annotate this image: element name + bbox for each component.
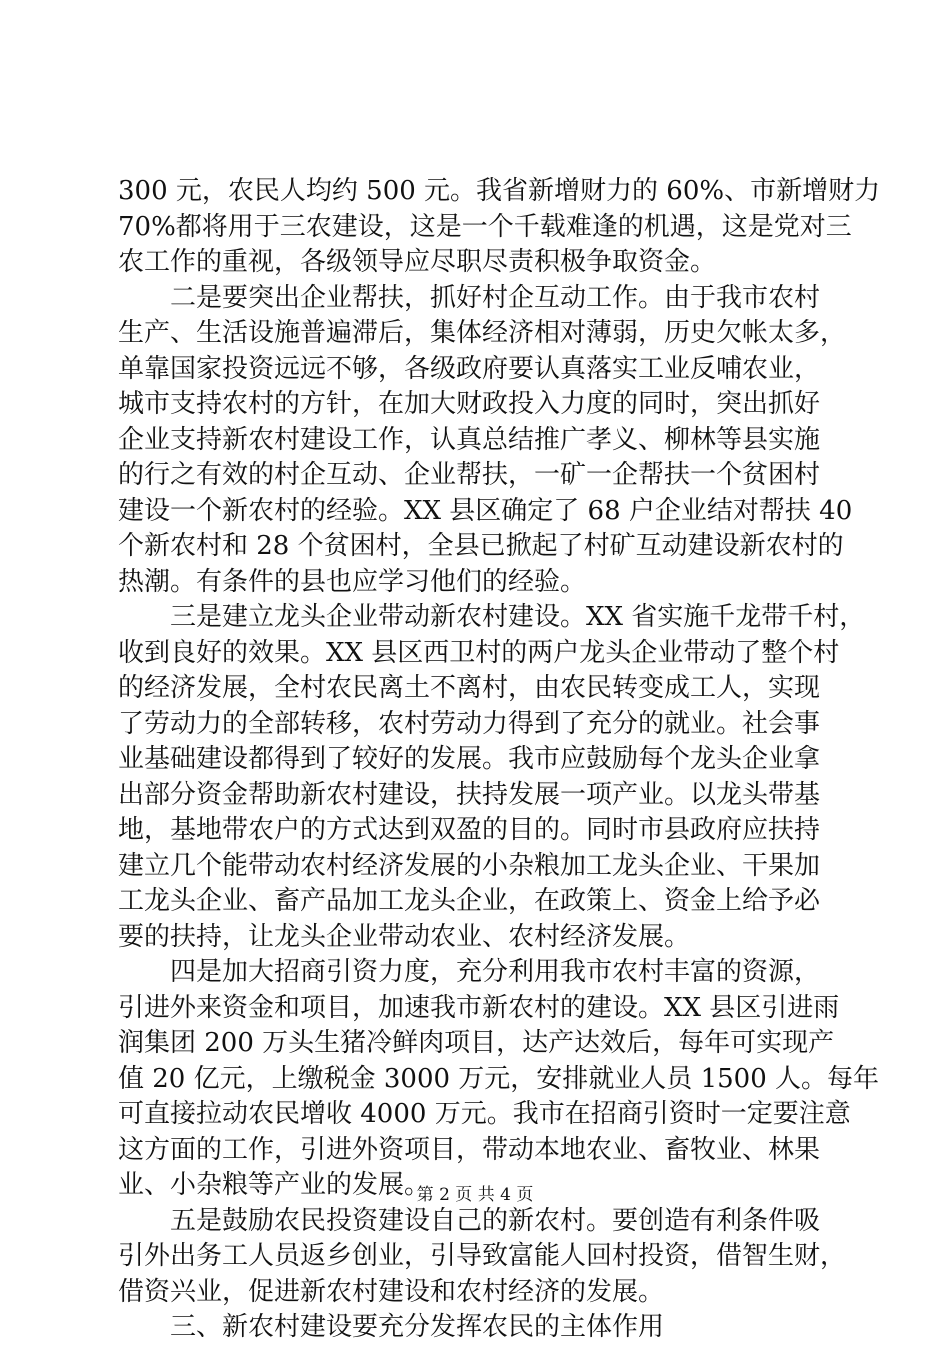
text-line: 个新农村和 28 个贫困村，全县已掀起了村矿互动建设新农村的 bbox=[118, 531, 844, 561]
text-line: 热潮。有条件的县也应学习他们的经验。 bbox=[118, 566, 587, 597]
text-line: 可直接拉动农民增收 4000 万元。我市在招商引资时一定要注意 bbox=[118, 1099, 851, 1129]
text-line: 这方面的工作，引进外资项目，带动本地农业、畜牧业、林果 bbox=[118, 1134, 821, 1165]
text-line: 业基础建设都得到了较好的发展。我市应鼓励每个龙头企业拿 bbox=[118, 744, 821, 774]
text-line: 70%都将用于三农建设，这是一个千载难逢的机遇，这是党对三 bbox=[118, 211, 852, 242]
text-line: 300 元，农民人均约 500 元。我省新增财力的 60%、市新增财力 bbox=[118, 176, 881, 206]
text-line: 业、小杂粮等产业的发展。 bbox=[118, 1170, 431, 1200]
text-line: 城市支持农村的方针，在加大财政投入力度的同时，突出抓好 bbox=[118, 389, 821, 419]
document-body bbox=[118, 174, 881, 1346]
text-line: 生产、生活设施普遍滞后，集体经济相对薄弱，历史欠帐太多， bbox=[118, 318, 847, 348]
text-line: 建立几个能带动农村经济发展的小杂粮加工龙头企业、干果加 bbox=[118, 850, 821, 881]
paragraph-start-line: 五是鼓励农民投资建设自己的新农村。要创造有利条件吸 bbox=[118, 1205, 821, 1236]
text-line: 单靠国家投资远远不够，各级政府要认真落实工业反哺农业， bbox=[118, 353, 821, 384]
page-footer bbox=[0, 1184, 950, 1206]
paragraph-start-line: 三是建立龙头企业带动新农村建设。XX 省实施千龙带千村， bbox=[118, 602, 866, 632]
text-line: 农工作的重视，各级领导应尽职尽责积极争取资金。 bbox=[118, 247, 717, 277]
text-line: 工龙头企业、畜产品加工龙头企业，在政策上、资金上给予必 bbox=[118, 886, 821, 916]
text-line: 收到良好的效果。XX 县区西卫村的两户龙头企业带动了整个村 bbox=[118, 637, 840, 668]
text-line: 要的扶持，让龙头企业带动农业、农村经济发展。 bbox=[118, 921, 691, 952]
text-line: 出部分资金帮助新农村建设，扶持发展一项产业。以龙头带基 bbox=[118, 779, 821, 810]
text-line: 建设一个新农村的经验。XX 县区确定了 68 户企业结对帮扶 40 bbox=[118, 495, 853, 526]
text-line: 地，基地带农户的方式达到双盈的目的。同时市县政府应扶持 bbox=[118, 815, 821, 845]
text-line: 引进外来资金和项目，加速我市新农村的建设。XX 县区引进雨 bbox=[118, 992, 840, 1023]
section-heading: 三、新农村建设要充分发挥农民的主体作用 bbox=[118, 1312, 665, 1342]
text-line: 了劳动力的全部转移，农村劳动力得到了充分的就业。社会事 bbox=[118, 708, 821, 739]
text-line: 借资兴业，促进新农村建设和农村经济的发展。 bbox=[118, 1276, 665, 1307]
text-line: 值 20 亿元，上缴税金 3000 万元，安排就业人员 1500 人。每年 bbox=[118, 1063, 880, 1094]
paragraph-start-line: 二是要突出企业帮扶，抓好村企互动工作。由于我市农村 bbox=[118, 282, 821, 313]
text-line: 润集团 200 万头生猪冷鲜肉项目，达产达效后，每年可实现产 bbox=[118, 1028, 835, 1058]
text-line: 企业支持新农村建设工作，认真总结推广孝义、柳林等县实施 bbox=[118, 424, 821, 455]
page-number-label: 第 2 页 共 4 页 bbox=[416, 1185, 534, 1205]
paragraph-start-line: 四是加大招商引资力度，充分利用我市农村丰富的资源， bbox=[118, 957, 821, 987]
text-line: 引外出务工人员返乡创业，引导致富能人回村投资，借智生财， bbox=[118, 1241, 847, 1271]
text-line: 的经济发展，全村农民离土不离村，由农民转变成工人，实现 bbox=[118, 673, 821, 703]
text-line: 的行之有效的村企互动、企业帮扶，一矿一企帮扶一个贫困村 bbox=[118, 460, 821, 490]
